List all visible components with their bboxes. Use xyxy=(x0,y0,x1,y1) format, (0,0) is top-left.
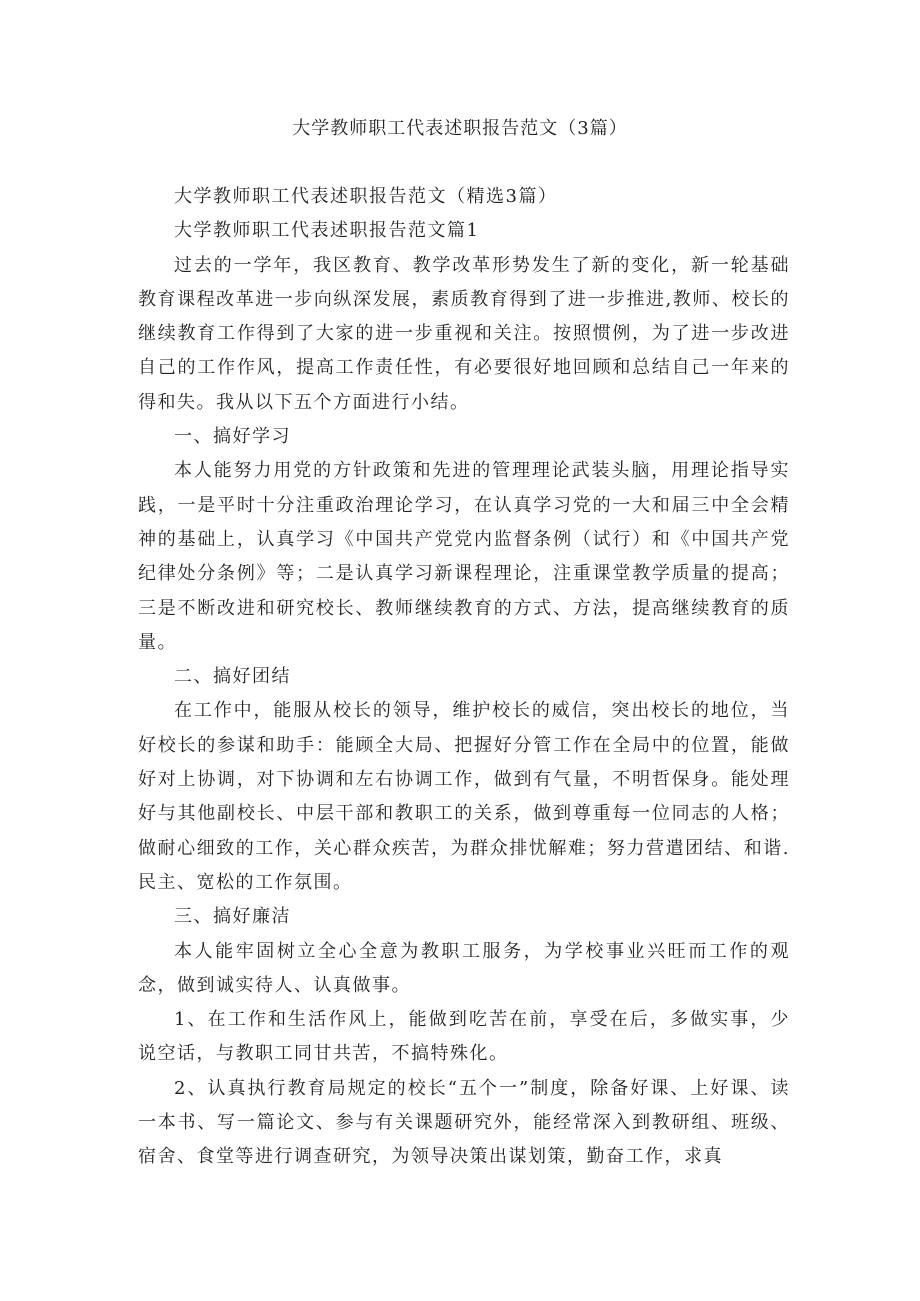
body-paragraph: 本人能努力用党的方针政策和先进的管理理论武装头脑，用理论指导实践，一是平时十分注重政治理论学习，在认真学习党的一大和届三中全会精神的基础上，认真学习《中国共产党党内监督条例（试行）和《中国共产党纪律处分条例》等；二是认真学习新课程理论，注重课堂教学质量的提高；三是不断改进和研究校长、教师继续教育的方式、方法，提高继续教育的质量。 xyxy=(138,460,790,653)
section-heading-unity: 二、搞好团结 xyxy=(174,666,291,688)
section-heading-integrity: 三、搞好廉洁 xyxy=(174,906,291,928)
body-paragraph: 本人能牢固树立全心全意为教职工服务，为学校事业兴旺而工作的观念，做到诚实待人、认真做事。 xyxy=(138,940,790,996)
body-paragraph: 在工作中，能服从校长的领导，维护校长的威信，突出校长的地位，当好校长的参谋和助手：能顾全大局、把握好分管工作在全局中的位置，能做好对上协调，对下协调和左右协调工作，做到有气量，不明哲保身。能处理好与其他副校长、中层干部和教职工的关系，做到尊重每一位同志的人格；做耐心细致的工作，关心群众疾苦，为群众排忧解难；努力营遣团结、和谐.民主、宽松的工作氛围。 xyxy=(138,700,790,893)
section-heading-part1: 大学教师职工代表述职报告范文篇1 xyxy=(174,220,480,242)
subtitle-paragraph: 大学教师职工代表述职报告范文（精选3篇） xyxy=(174,186,558,207)
document-body xyxy=(138,180,790,1175)
document-title: 大学教师职工代表述职报告范文（3篇） xyxy=(292,118,628,139)
list-item: 2、认真执行教育局规定的校长“五个一”制度，除备好课、上好课、读一本书、写一篇论文、参与有关课题研究外，能经常深入到教研组、班级、宿舍、食堂等进行调查研究，为领导决策出谋划策，勤奋工作，求真 xyxy=(138,1077,790,1168)
section-heading-study: 一、搞好学习 xyxy=(174,426,291,448)
body-paragraph: 过去的一学年，我区教育、教学改革形势发生了新的变化，新一轮基础教育课程改革进一步向纵深发展，素质教育得到了进一步推进,教师、校长的继续教育工作得到了大家的进一步重视和关注。按照惯例，为了进一步改进自己的工作作风，提高工作责任性，有必要很好地回顾和总结自己一年来的得和失。我从以下五个方面进行小结。 xyxy=(138,254,790,413)
list-item: 1、在工作和生活作风上，能做到吃苦在前，享受在后，多做实事，少说空话，与教职工同甘共苦，不搞特殊化。 xyxy=(138,1009,790,1065)
